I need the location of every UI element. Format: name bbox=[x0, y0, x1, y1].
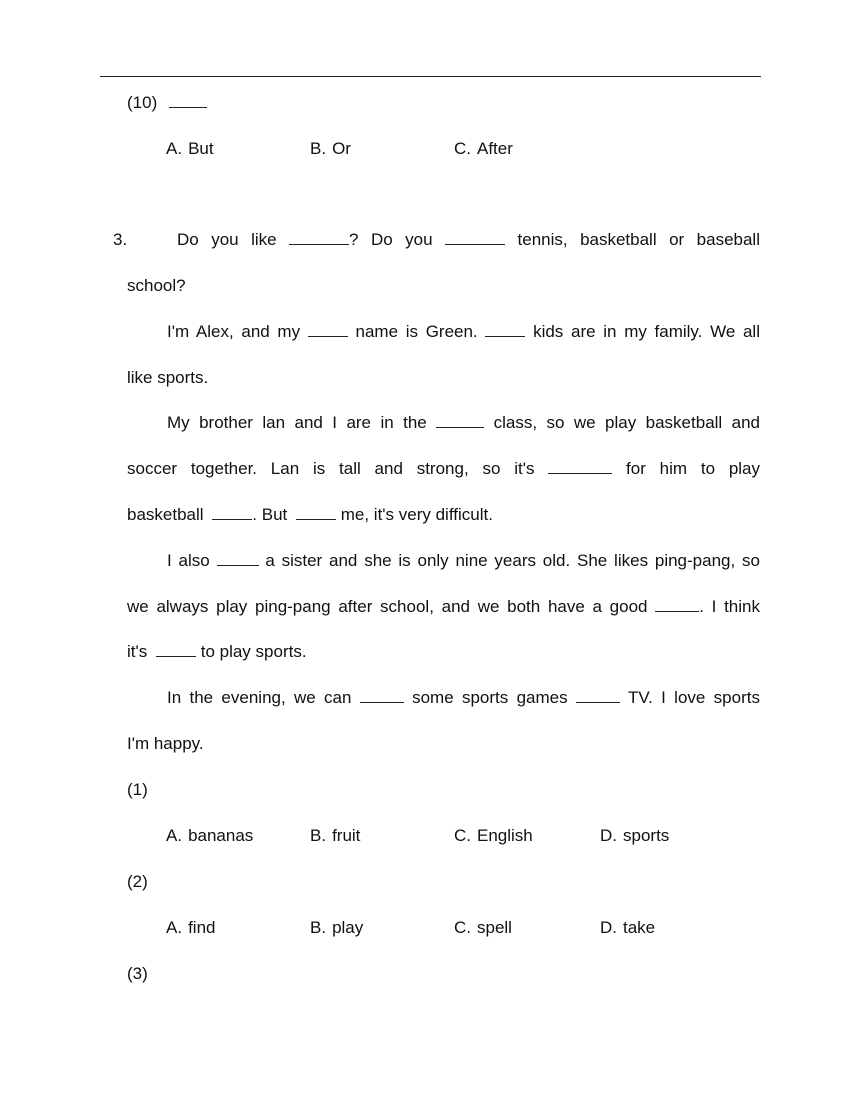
passage-line: soccer together. Lan is tall and strong, so it's for him to play bbox=[127, 459, 761, 478]
answer-blank[interactable] bbox=[548, 458, 612, 474]
passage-line: we always play ping-pang after school, and we both have a good . I think bbox=[127, 597, 760, 616]
passage-line: Do you like ? Do you tennis, basketball or baseball bbox=[177, 230, 760, 249]
answer-blank[interactable] bbox=[169, 92, 207, 108]
option-d[interactable]: D. take bbox=[600, 918, 656, 937]
passage-line: I'm Alex, and my name is Green. kids are in my family. We all bbox=[167, 322, 760, 341]
answer-blank[interactable] bbox=[445, 229, 505, 245]
option-c[interactable]: C. spell bbox=[454, 918, 512, 937]
answer-blank[interactable] bbox=[655, 596, 699, 612]
subquestion-number: (1) bbox=[127, 780, 148, 799]
answer-blank[interactable] bbox=[296, 504, 336, 520]
passage-line: In the evening, we can some sports games TV. I love sports bbox=[167, 688, 760, 707]
subquestion-number: (2) bbox=[127, 872, 148, 891]
option-a[interactable]: A. But bbox=[166, 139, 214, 158]
answer-blank[interactable] bbox=[217, 550, 259, 566]
option-c[interactable]: C. After bbox=[454, 139, 513, 158]
passage-line: it's to play sports. bbox=[127, 642, 307, 661]
passage-line: I'm happy. bbox=[127, 734, 204, 753]
option-b[interactable]: B. fruit bbox=[310, 826, 361, 845]
option-d[interactable]: D. sports bbox=[600, 826, 670, 845]
passage-line: like sports. bbox=[127, 368, 209, 387]
passage-line: My brother lan and I are in the class, so we play basketball and bbox=[167, 413, 760, 432]
subquestion-number: (3) bbox=[127, 964, 148, 983]
answer-blank[interactable] bbox=[308, 321, 348, 337]
question-10-number: (10) bbox=[127, 92, 207, 114]
passage-line: basketball . But me, it's very difficult. bbox=[127, 505, 493, 524]
option-a[interactable]: A. find bbox=[166, 918, 216, 937]
option-b[interactable]: B. play bbox=[310, 918, 364, 937]
header-rule bbox=[100, 76, 761, 77]
option-a[interactable]: A. bananas bbox=[166, 826, 254, 845]
question-3-number: 3. bbox=[113, 230, 128, 249]
answer-blank[interactable] bbox=[436, 412, 484, 428]
option-b[interactable]: B. Or bbox=[310, 139, 351, 158]
answer-blank[interactable] bbox=[485, 321, 525, 337]
option-c[interactable]: C. English bbox=[454, 826, 533, 845]
answer-blank[interactable] bbox=[289, 229, 349, 245]
answer-blank[interactable] bbox=[576, 687, 620, 703]
answer-blank[interactable] bbox=[156, 641, 196, 657]
answer-blank[interactable] bbox=[212, 504, 252, 520]
passage-line: school? bbox=[127, 276, 186, 295]
answer-blank[interactable] bbox=[360, 687, 404, 703]
passage-line: I also a sister and she is only nine years old. She likes ping-pang, so bbox=[167, 551, 760, 570]
